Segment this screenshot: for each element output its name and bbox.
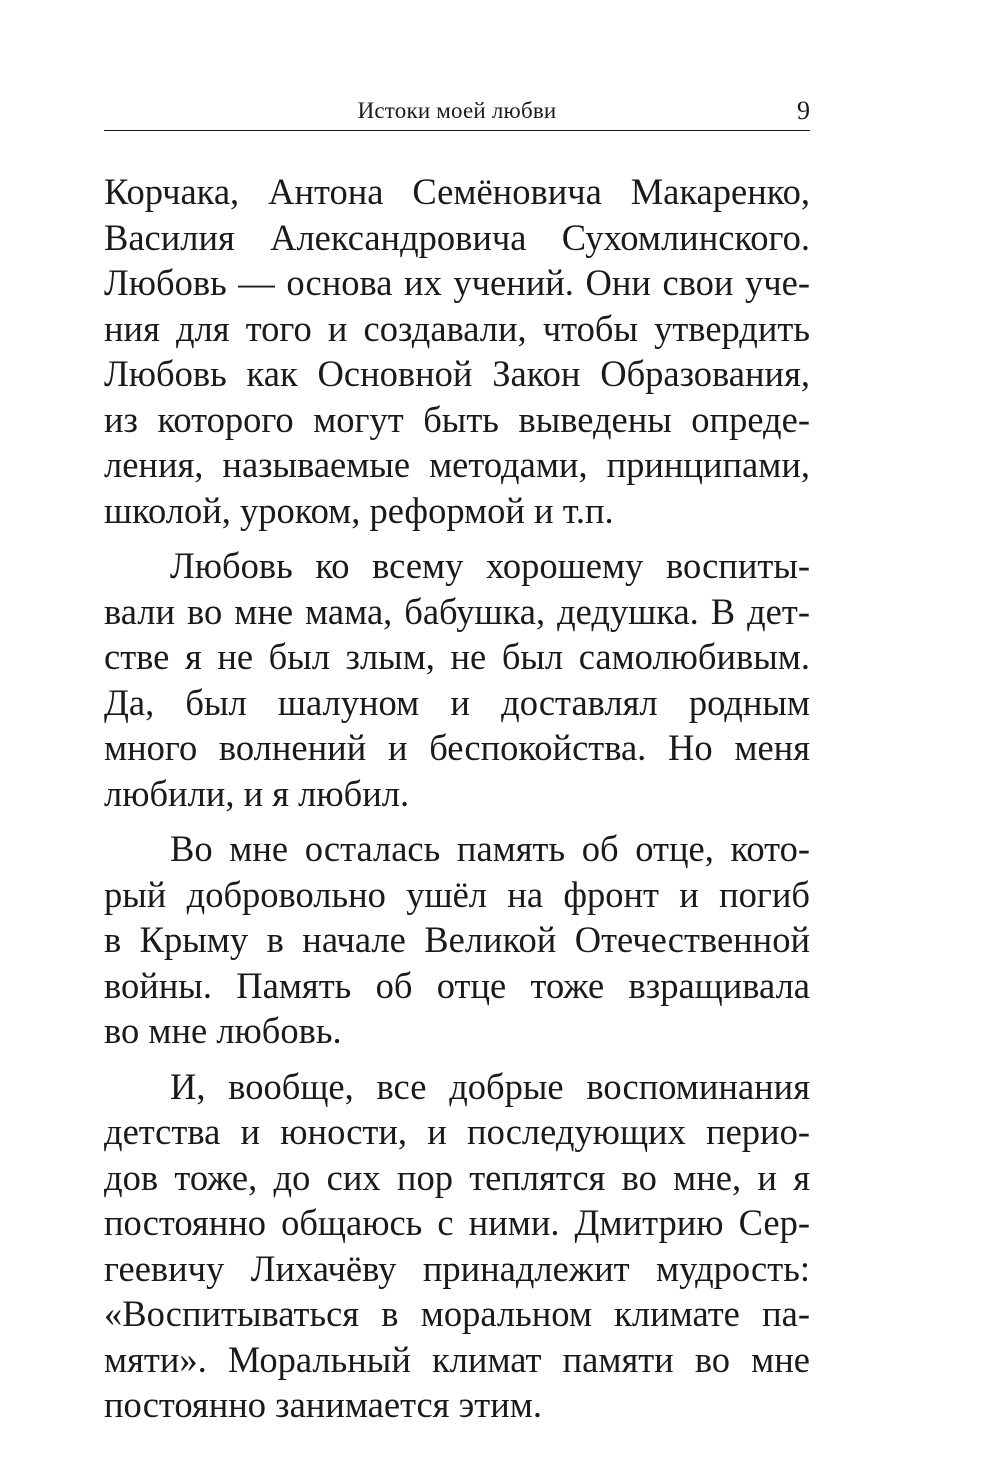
paragraph xyxy=(104,1064,810,1428)
text-line: любили, и я любил. xyxy=(104,772,410,814)
running-header xyxy=(104,94,810,131)
text-line: мяти». Моральный климат памяти во мне xyxy=(104,1338,810,1380)
text-line: Любовь как Основной Закон Образования, xyxy=(104,353,810,394)
text-line: Да, был шалуном и доставлял родным xyxy=(104,681,810,723)
text-line: дов тоже, до сих пор теплятся во мне, и я xyxy=(104,1156,810,1198)
paragraph xyxy=(104,543,810,816)
text-line: Любовь — основа их учений. Они свои уче- xyxy=(104,262,810,303)
text-line: Во мне осталась память об отце, кото- xyxy=(170,828,810,869)
text-line: из которого могут быть выведены опреде- xyxy=(104,398,810,440)
text-line: рый добровольно ушёл на фронт и погиб xyxy=(104,873,810,915)
text-line: «Воспитываться в моральном климате па- xyxy=(104,1293,810,1334)
book-page xyxy=(104,94,810,1428)
paragraph xyxy=(104,826,810,1054)
text-line: И, вообще, все добрые воспоминания xyxy=(170,1065,810,1107)
text-line: Корчака, Антона Семёновича Макаренко, xyxy=(104,171,810,212)
paragraph xyxy=(104,169,810,533)
text-line: во мне любовь. xyxy=(104,1010,342,1051)
page-number: 9 xyxy=(797,96,810,125)
text-line: вали во мне мама, бабушка, дедушка. В дет- xyxy=(104,590,810,632)
text-line: детства и юности, и последующих перио- xyxy=(104,1111,810,1152)
text-line: школой, уроком, реформой и т.п. xyxy=(104,489,614,531)
text-line: стве я не был злым, не был самолюбивым. xyxy=(104,636,810,677)
text-line: Василия Александровича Сухомлинского. xyxy=(104,216,810,258)
text-line: ления, называемые методами, принципами, xyxy=(104,444,810,485)
text-line: постоянно общаюсь с ними. Дмитрию Сер- xyxy=(104,1202,810,1243)
running-title: Истоки моей любви xyxy=(357,98,557,123)
body-text xyxy=(104,169,810,1428)
text-line: много волнений и беспокойства. Но меня xyxy=(104,727,810,768)
text-line: геевичу Лихачёву принадлежит мудрость: xyxy=(104,1247,810,1289)
text-line: Любовь ко всему хорошему воспиты- xyxy=(170,545,810,586)
text-line: ния для того и создавали, чтобы утвердить xyxy=(104,307,810,349)
text-line: войны. Память об отце тоже взращивала xyxy=(104,964,810,1006)
text-line: постоянно занимается этим. xyxy=(104,1384,542,1425)
text-line: в Крыму в начале Великой Отечественной xyxy=(104,919,810,960)
